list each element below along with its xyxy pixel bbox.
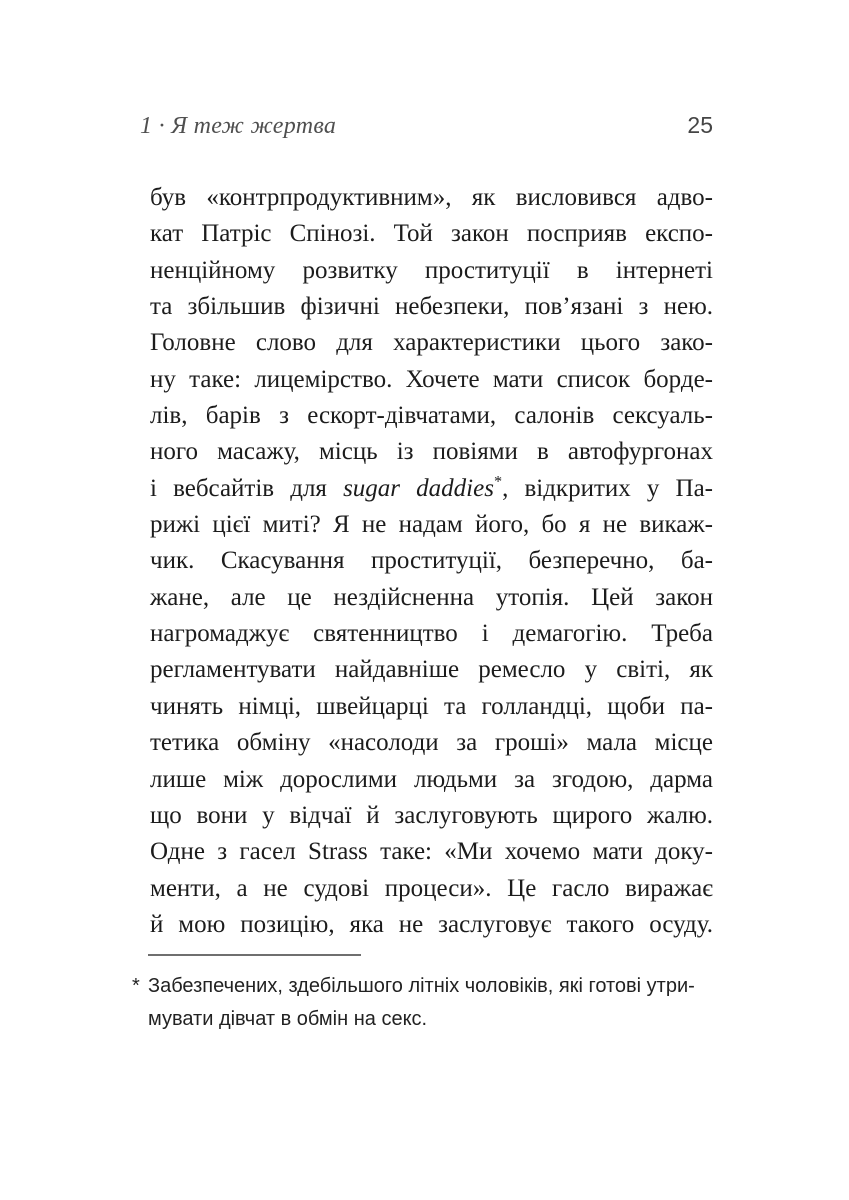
footnote-reference-asterisk: * xyxy=(493,472,503,491)
body-line: жане, але це нездійсненна утопія. Цей закон xyxy=(150,583,713,611)
body-line: лів, барів з ескорт-дівчатами, салонів сексуаль- xyxy=(150,402,713,430)
body-line: що вони у відчаї й заслуговують щирого жалю. xyxy=(150,801,713,829)
body-line: Одне з гасел Strass таке: «Ми хочемо мати доку- xyxy=(150,838,713,866)
body-line: ненційному розвитку проституції в інтернеті xyxy=(150,256,713,284)
chapter-running-title: 1 · Я теж жертва xyxy=(140,113,337,139)
footnote-text xyxy=(148,970,724,1036)
body-line: й мою позицію, яка не заслуговує такого осуду. xyxy=(150,910,713,938)
body-line-segment: і вебсайтів для xyxy=(150,474,344,502)
body-line: нагромаджує святенництво і демагогію. Треба xyxy=(150,620,713,648)
body-line: регламентувати найдавніше ремесло у світі, як xyxy=(150,656,713,684)
body-line-segment: , відкритих у Па- xyxy=(502,474,714,502)
body-line: тетика обміну «насолоди за гроші» мала місце xyxy=(150,729,713,757)
body-line: та збільшив фізичні небезпеки, пов’язані з нею. xyxy=(150,293,713,321)
footnote-line: Забезпечених, здебільшого літніх чоловіків, які готові утри- xyxy=(148,975,695,997)
footnote-marker-asterisk: * xyxy=(132,975,140,997)
body-line: ного масажу, місць із повіями в автофургонах xyxy=(150,438,713,466)
body-line: був «контрпродуктивним», як висловився адво- xyxy=(150,184,713,211)
footnote-separator-rule xyxy=(148,954,361,956)
body-line: чинять німці, швейцарці та голландці, щоби па- xyxy=(150,692,713,720)
body-line: чик. Скасування проституції, безперечно, ба- xyxy=(150,547,713,575)
body-line: лише між дорослими людьми за згодою, дарма xyxy=(150,765,713,793)
italic-phrase-sugar-daddies: sugar daddies xyxy=(343,474,494,502)
page-number: 25 xyxy=(687,112,713,138)
body-line: Головне слово для характеристики цього зако- xyxy=(150,329,713,357)
body-text-block xyxy=(150,180,713,943)
body-line: ну таке: лицемірство. Хочете мати список борде- xyxy=(150,365,713,393)
footnote-line: мувати дівчат в обмін на секс. xyxy=(148,1008,428,1030)
running-header xyxy=(140,112,713,140)
footnote xyxy=(132,970,724,1036)
body-line: рижі цієї миті? Я не надам його, бо я не викаж- xyxy=(150,511,713,539)
body-line: менти, а не судові процеси». Це гасло виражає xyxy=(150,874,713,902)
body-line-with-footnote-ref xyxy=(150,471,713,507)
body-line: кат Патріс Спінозі. Той закон посприяв експо- xyxy=(150,220,713,248)
